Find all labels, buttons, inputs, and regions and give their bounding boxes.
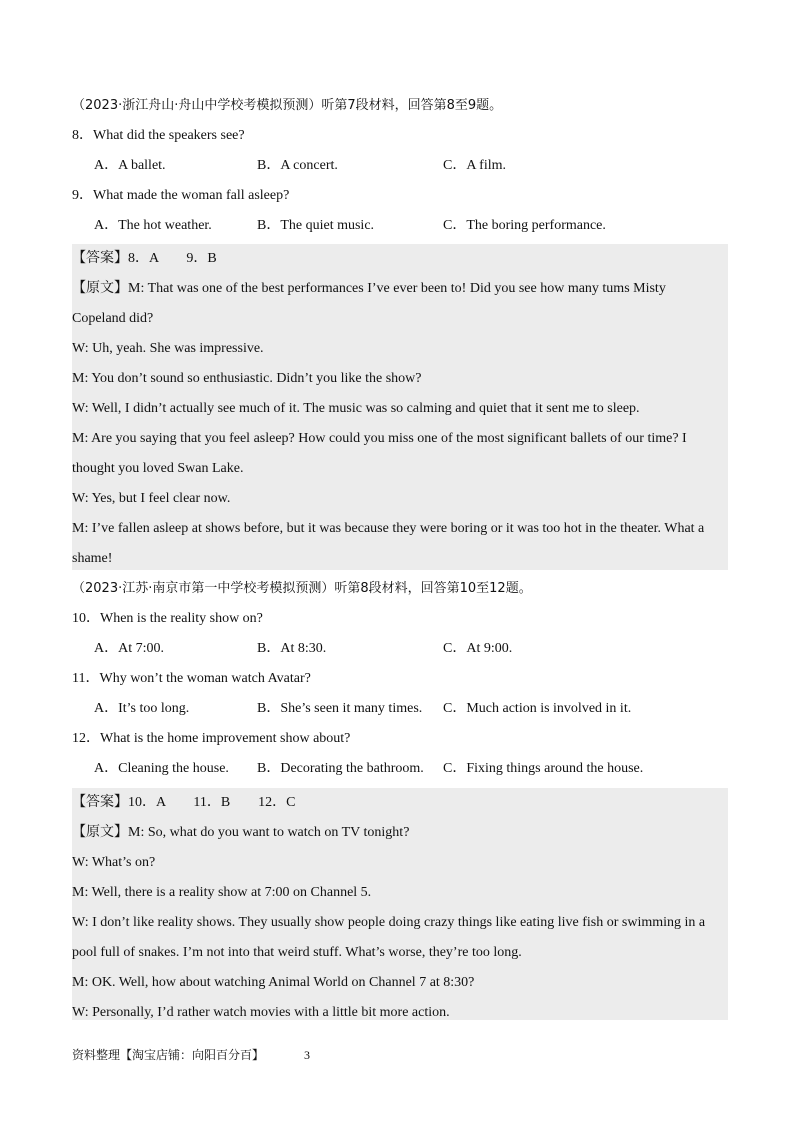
page-number: 3 [304,1048,310,1062]
answer-block-2 [72,788,720,1028]
page-footer [72,1046,310,1064]
option-a: A．Cleaning the house. [94,761,229,776]
section-1-intro: （2023·浙江舟山·舟山中学校考模拟预测）听第7段材料，回答第8至9题。 [72,98,503,113]
transcript-line: thought you loved Swan Lake. [72,461,244,476]
question-11-options [94,699,728,719]
question-8-options [94,156,728,176]
transcript-line: M: OK. Well, how about watching Animal World on Channel 7 at 8:30? [72,975,475,990]
transcript-line: W: Well, I didn’t actually see much of it. The music was so calming and quiet that it sent me to sleep. [72,401,640,416]
section-2-intro: （2023·江苏·南京市第一中学校考模拟预测）听第8段材料，回答第10至12题。 [72,581,532,596]
footer-source: 资料整理【淘宝店铺：向阳百分百】 [72,1048,265,1062]
option-b: B．Decorating the bathroom. [257,761,424,776]
transcript-line: W: Yes, but I feel clear now. [72,491,231,506]
answer-line: 【答案】10．A 11．B 12．C [72,795,296,810]
option-c: C．At 9:00. [443,641,513,656]
transcript-line: pool full of snakes. I’m not into that weird stuff. What’s worse, they’re too long. [72,945,522,960]
option-b: B．She’s seen it many times. [257,701,423,716]
transcript-line: M: Are you saying that you feel asleep? How could you miss one of the most significant ballets of our time? I [72,431,687,446]
option-a: A．At 7:00. [94,641,164,656]
transcript-line: W: I don’t like reality shows. They usually show people doing crazy things like eating live fish or swimming in a [72,915,706,930]
question-9-stem: 9．What made the woman fall asleep? [72,188,290,203]
answer-block-1 [72,244,720,574]
option-c: C．Much action is involved in it. [443,701,632,716]
option-b: B．The quiet music. [257,218,375,233]
transcript-line: M: Well, there is a reality show at 7:00 on Channel 5. [72,885,372,900]
question-12-stem: 12．What is the home improvement show about? [72,731,351,746]
transcript-line: W: What’s on? [72,855,156,870]
option-c: C．A film. [443,158,507,173]
transcript-line: M: I’ve fallen asleep at shows before, but it was because they were boring or it was too hot in the theater. What a [72,521,705,536]
transcript-line: 【原文】M: That was one of the best performances I’ve ever been to! Did you see how many tums Misty [72,281,666,296]
transcript-line: shame! [72,551,113,566]
option-a: A．A ballet. [94,158,166,173]
option-a: A．The hot weather. [94,218,212,233]
option-c: C．Fixing things around the house. [443,761,644,776]
question-12-options [94,759,728,779]
question-10-stem: 10．When is the reality show on? [72,611,263,626]
question-9-options [94,216,728,236]
transcript-line: W: Uh, yeah. She was impressive. [72,341,264,356]
option-b: B．A concert. [257,158,338,173]
transcript-line: 【原文】M: So, what do you want to watch on TV tonight? [72,825,410,840]
question-8-stem: 8．What did the speakers see? [72,128,245,143]
answer-line: 【答案】8．A 9．B [72,251,217,266]
transcript-line: M: You don’t sound so enthusiastic. Didn’t you like the show? [72,371,422,386]
transcript-line: W: Personally, I’d rather watch movies with a little bit more action. [72,1005,450,1020]
option-a: A．It’s too long. [94,701,190,716]
option-c: C．The boring performance. [443,218,606,233]
transcript-line: Copeland did? [72,311,154,326]
question-11-stem: 11．Why won’t the woman watch Avatar? [72,671,311,686]
question-10-options [94,639,728,659]
option-b: B．At 8:30. [257,641,327,656]
